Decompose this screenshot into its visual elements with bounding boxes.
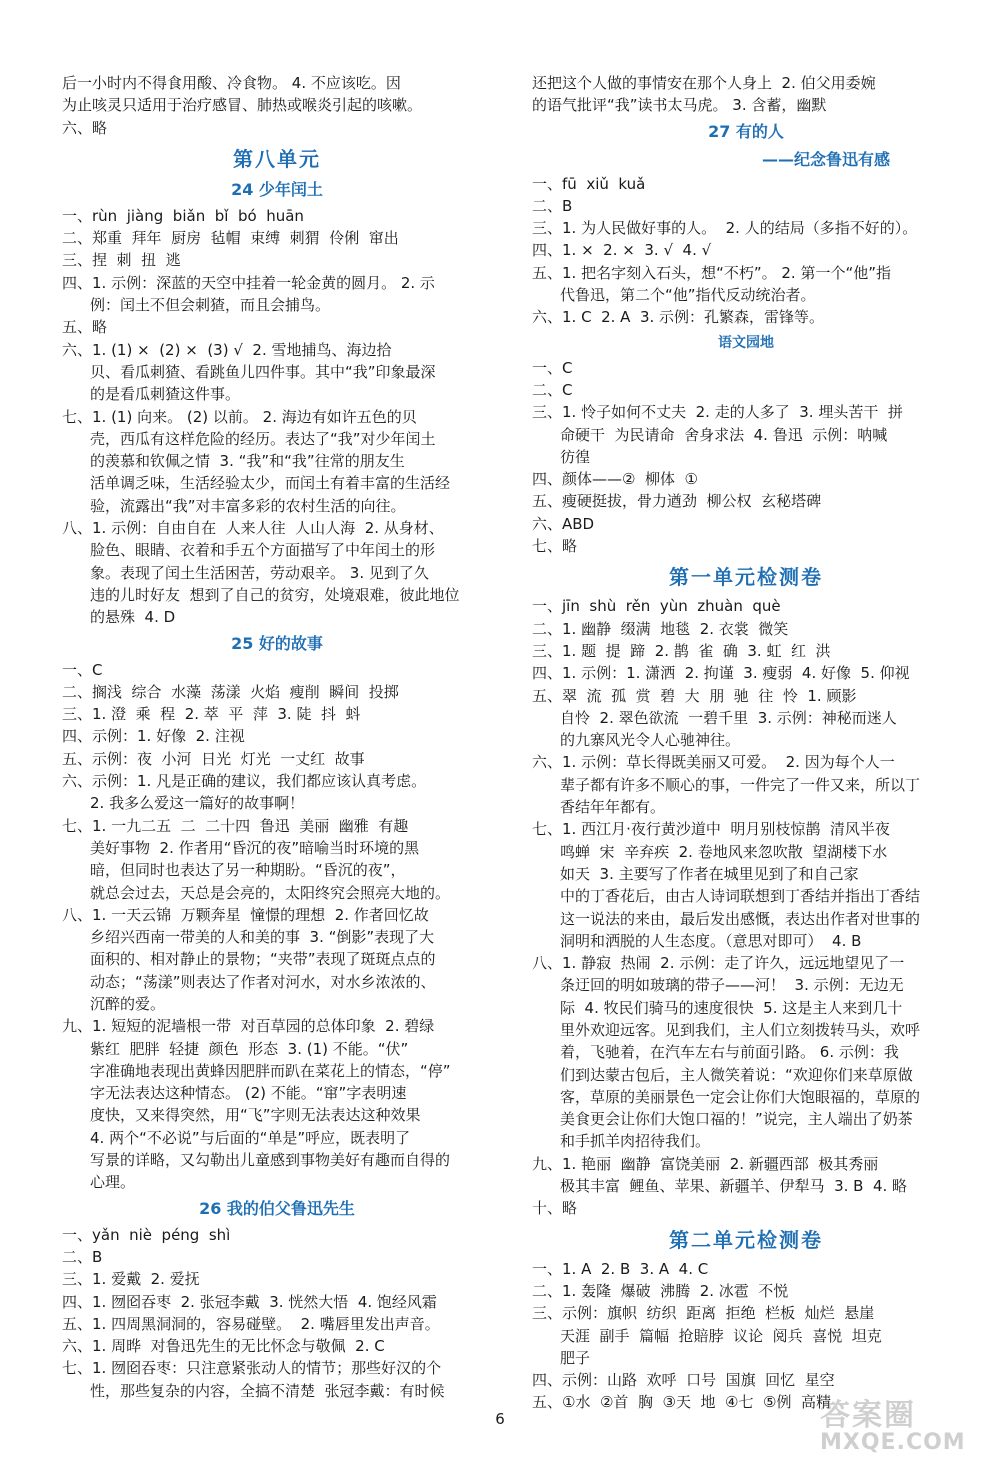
- answer-line: 八、1. 静寂 热闹 2. 示例：走了许久，远远地望见了一: [532, 954, 905, 973]
- answer-line: 鸣蝉 宋 辛弃疾 2. 卷地风来忽吹散 望湖楼下水: [560, 842, 888, 861]
- answer-line: 为止咳灵只适用于治疗感冒、肺热或喉炎引起的咳嗽。: [62, 96, 423, 115]
- answer-line: 五、瘦硬挺拔，骨力遒劲 柳公权 玄秘塔碑: [532, 492, 822, 511]
- right-column: [532, 72, 960, 1414]
- answer-line: 的语气批评“我”读书太马虎。 3. 含蓄，幽默: [532, 96, 827, 115]
- answer-line: 一、C: [532, 358, 573, 377]
- answer-line: 七、1. 囫囵吞枣：只注意紧张动人的情节；那些好汉的个: [62, 1359, 442, 1378]
- answer-line: 香结年年都有。: [560, 798, 666, 817]
- answer-line: 八、1. 一天云锦 万颗奔星 憧憬的理想 2. 作者回忆故: [62, 905, 429, 924]
- answer-line: 验，流露出“我”对丰富多彩的农村生活的向往。: [90, 496, 406, 515]
- answer-line: 面积的、相对静止的景物；“夹带”表现了斑斑点点的: [90, 950, 436, 969]
- answer-line: 六、略: [62, 118, 108, 137]
- answer-line: 条迂回的明如玻璃的带子——河！ 3. 示例：无边无: [560, 976, 904, 995]
- lesson-heading: 24 少年闰土: [231, 179, 323, 199]
- answer-line: 三、1. 澄 乘 程 2. 萃 平 萍 3. 陡 抖 蚪: [62, 705, 361, 724]
- answer-line: 违的儿时好友 想到了自己的贫穷，处境艰难，彼此地位: [90, 585, 460, 604]
- answer-line: 的悬殊 4. D: [90, 608, 176, 627]
- answer-line: 4. 两个“不必说”与后面的“单是”呼应，既表明了: [90, 1128, 411, 1147]
- answer-line: 五、翠 流 孤 赏 碧 大 朋 驰 往 怜 1. 顾影: [532, 686, 857, 705]
- answer-line: 们到达蒙古包后，主人微笑着说：“欢迎你们来草原做: [560, 1065, 913, 1084]
- answer-line: 美食更会让你们大饱口福的！”说完，主人端出了奶茶: [560, 1110, 913, 1129]
- answer-line: 际 4. 牧民们骑马的速度很快 5. 这是主人来到几十: [560, 998, 903, 1017]
- answer-line: 二、B: [532, 196, 573, 215]
- answer-line: 一、yǎn niè péng shì: [62, 1225, 231, 1244]
- answer-line: 三、1. 爱戴 2. 爱抚: [62, 1270, 200, 1289]
- answer-line: 代鲁迅，第二个“他”指代反动统治者。: [560, 286, 816, 305]
- answer-line: 乡绍兴西南一带美的人和美的事 3. “倒影”表现了大: [90, 928, 435, 947]
- answer-line: 三、1. 为人民做好事的人。 2. 人的结局（多指不好的）。: [532, 219, 918, 238]
- answer-line: 心理。: [90, 1173, 136, 1192]
- answer-line: 四、示例：1. 好像 2. 注视: [62, 727, 245, 746]
- answer-line: 八、1. 示例：自由自在 人来人往 人山人海 2. 从身材、: [62, 519, 444, 538]
- watermark-chinese: 答案圈: [820, 1398, 916, 1433]
- answer-line: 贝、看瓜刺猹、看跳鱼儿四件事。其中“我”印象最深: [90, 362, 436, 381]
- answer-line: 紫红 肥胖 轻捷 颜色 形态 3. (1) 不能。“伏”: [90, 1039, 409, 1058]
- answer-line: 三、1. 题 提 蹄 2. 鹊 雀 确 3. 虹 红 洪: [532, 641, 831, 660]
- answer-line: 活单调乏味，生活经验太少，而闰土有着丰富的生活经: [90, 474, 451, 493]
- answer-line: 字准确地表现出黄蜂因肥胖而趴在菜花上的情态，“停”: [90, 1061, 451, 1080]
- answer-line: 一、1. A 2. B 3. A 4. C: [532, 1259, 709, 1278]
- answer-line: 的九寨风光令人心驰神往。: [560, 731, 741, 750]
- answer-line: 四、1. 囫囵吞枣 2. 张冠李戴 3. 恍然大悟 4. 饱经风霜: [62, 1292, 437, 1311]
- answer-line: 的是看瓜刺猹这件事。: [90, 385, 241, 404]
- answer-line: 三、示例：旗帜 纺织 距离 拒绝 栏板 灿烂 悬崖: [532, 1304, 875, 1323]
- answer-line: 三、捏 刺 扭 逃: [62, 251, 181, 270]
- answer-line: 字无法表达这种情态。 (2) 不能。“窜”字表明速: [90, 1084, 407, 1103]
- answer-line: 五、1. 把名字刻入石头，想“不朽”。 2. 第一个“他”指: [532, 263, 892, 282]
- answer-line: 写景的详略，又勾勒出儿童感到事物美好有趣而自得的: [90, 1151, 451, 1170]
- answer-line: 客，草原的美丽景色一定会让你们大饱眼福的，草原的: [560, 1087, 921, 1106]
- answer-line: 辈子都有许多不顺心的事，一件完了一件又来，所以丁: [560, 775, 921, 794]
- answer-line: 着，飞驰着，在汽车左右与前面引路。 6. 示例：我: [560, 1043, 899, 1062]
- answer-line: 美好事物 2. 作者用“昏沉的夜”暗喻当时环境的黑: [90, 838, 420, 857]
- answer-line: 天涯 副手 篇幅 抢賠脖 议论 阅兵 喜悦 坦克: [560, 1326, 882, 1345]
- answer-line: 极其丰富 鲤鱼、苹果、新疆羊、伊犁马 3. B 4. 略: [560, 1177, 908, 1196]
- answer-line: 性，那些复杂的内容，全搞不清楚 张冠李戴：有时候: [90, 1381, 445, 1400]
- answer-line: 肥子: [560, 1348, 591, 1367]
- answer-line: 四、颜体——② 柳体 ①: [532, 470, 698, 489]
- answer-line: 象。表现了闰土生活困苦，劳动艰辛。 3. 见到了久: [90, 563, 429, 582]
- unit-heading: 第八单元: [233, 146, 321, 171]
- answer-line: 暗，但同时也表达了另一种期盼。“昏沉的夜”，: [90, 861, 406, 880]
- answer-line: 五、1. 四周黑洞洞的，容易碰壁。 2. 嘴唇里发出声音。: [62, 1314, 440, 1333]
- answer-line: 三、1. 怜子如何不丈夫 2. 走的人多了 3. 埋头苦干 拼: [532, 403, 903, 422]
- answer-line: 六、1. (1) × (2) × (3) √ 2. 雪地捕鸟、海边拾: [62, 340, 392, 359]
- answer-line: 壳，西瓜有这样危险的经历。表达了“我”对少年闰土: [90, 429, 436, 448]
- answer-line: 命硬干 为民请命 舍身求法 4. 鲁迅 示例：呐喊: [560, 425, 888, 444]
- answer-line: 和手抓羊肉招待我们。: [560, 1132, 711, 1151]
- answer-line: 后一小时内不得食用酸、冷食物。 4. 不应该吃。因: [62, 74, 401, 92]
- answer-line: 中的丁香花后，由古人诗词联想到丁香结并指出丁香结: [560, 887, 921, 906]
- answer-line: 六、ABD: [532, 514, 595, 533]
- answer-line: 十、略: [532, 1199, 578, 1218]
- answer-line: 四、1. 示例：1. 潇洒 2. 拘谨 3. 瘦弱 4. 好像 5. 仰视: [532, 664, 910, 683]
- answer-line: 六、示例：1. 凡是正确的建议，我们都应该认真考虑。: [62, 772, 427, 791]
- answer-line: 四、1. 示例：深蓝的天空中挂着一轮金黄的圆月。 2. 示: [62, 273, 435, 292]
- test-heading: 第二单元检测卷: [669, 1227, 823, 1252]
- answer-line: 脸色、眼睛、衣着和手五个方面描写了中年闰土的形: [90, 541, 436, 560]
- lesson-heading: 26 我的伯父鲁迅先生: [199, 1198, 355, 1218]
- answer-line: 九、1. 短短的泥墙根一带 对百草园的总体印象 2. 碧绿: [62, 1017, 435, 1036]
- answer-line: 自怜 2. 翠色欲流 一碧千里 3. 示例：神秘而迷人: [560, 708, 897, 727]
- answer-line: 五、略: [62, 318, 108, 337]
- answer-line: 二、1. 轰隆 爆破 沸腾 2. 冰雹 不悦: [532, 1281, 789, 1300]
- answer-line: 九、1. 艳丽 幽静 富饶美丽 2. 新疆西部 极其秀丽: [532, 1154, 879, 1173]
- answer-line: 七、1. 西江月·夜行黄沙道中 明月别枝惊鹊 清风半夜: [532, 820, 890, 839]
- answer-line: 一、C: [62, 660, 103, 679]
- answer-line: 七、1. 一九二五 二 二十四 鲁迅 美丽 幽雅 有趣: [62, 816, 409, 835]
- answer-line: 六、1. 周晔 对鲁迅先生的无比怀念与敬佩 2. C: [62, 1337, 385, 1356]
- answer-line: 2. 我多么爱这一篇好的故事啊！: [90, 794, 305, 813]
- answer-line: 四、1. × 2. × 3. √ 4. √: [532, 241, 712, 260]
- lesson-heading: 27 有的人: [708, 121, 784, 141]
- answer-line: 彷徨: [560, 447, 591, 466]
- answer-line: 五、示例：夜 小河 日光 灯光 一丈红 故事: [62, 749, 365, 768]
- answer-line: 度快，又来得突然，用“飞”字则无法表达这种效果: [90, 1106, 421, 1125]
- answer-line: 七、略: [532, 537, 578, 556]
- answer-line: 这一说法的来由，最后发出感慨，表达出作者对世事的: [560, 909, 921, 928]
- site-watermark-logo: [820, 1390, 980, 1460]
- answer-line: 二、1. 幽静 缀满 地毯 2. 衣裳 微笑: [532, 619, 789, 638]
- answer-line: 二、B: [62, 1247, 103, 1266]
- answer-line: 六、1. C 2. A 3. 示例：孔繁森，雷锋等。: [532, 308, 825, 327]
- answer-line: 例：闰土不但会刺猹，而且会捕鸟。: [90, 296, 331, 315]
- lesson-subtitle: ——纪念鲁迅有感: [761, 149, 890, 169]
- answer-line: 五、①水 ②首 胸 ③天 地 ④七 ⑤例 高精: [532, 1393, 831, 1412]
- answer-line: 沉醉的爱。: [90, 994, 166, 1013]
- left-column: [62, 72, 492, 1402]
- answer-line: 七、1. (1) 向来。 (2) 以前。 2. 海边有如许五色的贝: [62, 407, 417, 426]
- answer-line: 二、搁浅 综合 水藻 荡漾 火焰 瘦削 瞬间 投掷: [62, 682, 399, 701]
- test-heading: 第一单元检测卷: [669, 565, 823, 590]
- answer-line: 还把这个人做的事情安在那个人身上 2. 伯父用委婉: [532, 74, 876, 92]
- answer-line: 一、fū xiǔ kuǎ: [532, 174, 646, 193]
- lesson-heading: 25 好的故事: [231, 633, 323, 653]
- answer-line: 就总会过去，天总是会亮的，太阳终究会照亮大地的。: [90, 883, 451, 902]
- answer-line: 四、示例：山路 欢呼 口号 国旗 回忆 星空: [532, 1371, 835, 1390]
- answer-line: 二、郑重 拜年 厨房 毡帽 束缚 刺猬 伶俐 窜出: [62, 229, 399, 248]
- answer-line: 里外欢迎远客。见到我们，主人们立刻拨转马头，欢呼: [560, 1020, 921, 1039]
- answer-line: 一、rùn jiàng biǎn bǐ bó huān: [62, 206, 304, 225]
- answer-line: 如天 3. 主要写了作者在城里见到了和自己家: [560, 864, 859, 883]
- answer-line: 动态；“荡漾”则表达了作者对河水，对水乡浓浓的、: [90, 972, 436, 991]
- answer-line: 一、jīn shù rěn yùn zhuàn què: [532, 597, 781, 616]
- answer-line: 六、1. 示例：草长得既美丽又可爱。 2. 因为每个人一: [532, 753, 895, 772]
- section-heading: 语文园地: [718, 334, 774, 351]
- answer-line: 二、C: [532, 380, 573, 399]
- page-number: 6: [495, 1410, 505, 1428]
- watermark-domain: MXQE.COM: [820, 1430, 966, 1455]
- answer-line: 洞明和洒脱的人生态度。（意思对即可） 4. B: [560, 931, 862, 950]
- answer-line: 的羡慕和钦佩之情 3. “我”和“我”往常的朋友生: [90, 452, 405, 471]
